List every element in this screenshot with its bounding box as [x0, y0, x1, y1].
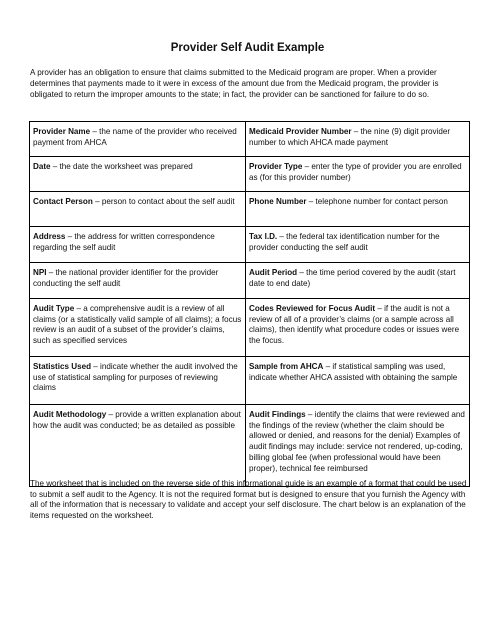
definition-desc: – the address for written correspondence regarding the self audit [33, 232, 215, 252]
definition-desc: – if statistical sampling was used, indicate whether AHCA assisted with obtaining the sample [249, 362, 458, 382]
definition-cell [246, 299, 470, 357]
definition-cell [30, 405, 246, 487]
definition-desc: – enter the type of provider you are enrolled as (for this provider number) [249, 162, 462, 182]
table-row [30, 299, 470, 357]
definition-cell [30, 122, 246, 157]
definition-term: NPI [33, 268, 47, 277]
definition-desc: – telephone number for contact person [306, 197, 448, 206]
page-title: Provider Self Audit Example [170, 42, 325, 54]
definition-desc: – the name of the provider who received payment from AHCA [33, 127, 237, 147]
definition-cell [246, 157, 470, 192]
definition-term: Provider Name [33, 127, 91, 136]
table-row [30, 192, 470, 227]
definition-desc: – provide a written explanation about how the audit was conducted; be as detailed as possible [33, 410, 241, 430]
definition-desc: – if the audit is not a review of all of a provider’s claims (or a sample across all claims), then identify what procedure codes or issues were the focus. [249, 304, 460, 346]
definition-cell [246, 263, 470, 299]
definition-cell [30, 227, 246, 263]
definition-term: Sample from AHCA [249, 362, 324, 371]
definition-term: Date [33, 162, 51, 171]
definition-cell [246, 357, 470, 405]
definition-desc: – the time period covered by the audit (start date to end date) [249, 268, 456, 288]
definition-desc: – person to contact about the self audit [92, 197, 235, 206]
definition-term: Codes Reviewed for Focus Audit [249, 304, 376, 313]
table-row [30, 122, 470, 157]
definition-desc: – the date the worksheet was prepared [50, 162, 193, 171]
definition-cell [246, 405, 470, 487]
definition-term: Tax I.D. [249, 232, 278, 241]
definition-term: Phone Number [249, 197, 307, 206]
definition-cell [246, 192, 470, 227]
definition-term: Audit Methodology [33, 410, 107, 419]
definition-term: Provider Type [249, 162, 303, 171]
table-row [30, 157, 470, 192]
definition-cell [30, 192, 246, 227]
definition-desc: – identify the claims that were reviewed and the findings of the review (whether the claim should be allowed or denied, and reasons for the denial) Examples of audit findings may include: service not rendered, up-coding, billing global fee (when professional would have been proper), technical fee reimbursed [249, 410, 465, 473]
definition-cell [30, 299, 246, 357]
definition-desc: – indicate whether the audit involved the use of statistical sampling for purposes of reviewing claims [33, 362, 238, 393]
table-row [30, 405, 470, 487]
definition-term: Audit Findings [249, 410, 306, 419]
definition-desc: – the federal tax identification number for the provider conducting the self audit [249, 232, 440, 252]
definition-desc: – the nine (9) digit provider number to which AHCA made payment [249, 127, 451, 147]
definition-term: Audit Period [249, 268, 298, 277]
definition-desc: – the national provider identifier for the provider conducting the self audit [33, 268, 219, 288]
definition-cell [246, 227, 470, 263]
definition-term: Statistics Used [33, 362, 92, 371]
definition-term: Audit Type [33, 304, 75, 313]
definitions-table [29, 121, 470, 487]
definition-cell [30, 357, 246, 405]
definition-cell [30, 263, 246, 299]
definition-cell [30, 157, 246, 192]
definition-desc: – a comprehensive audit is a review of all claims (or a statistically valid sample of all claims); a focus review is an audit of a subset of the provider’s claims, such as specified services [33, 304, 242, 346]
definition-term: Address [33, 232, 66, 241]
closing-paragraph: The worksheet that is included on the reverse side of this informational guide is an example of a format that could be used to submit a self audit to the Agency. It is not the required format but is designed to ensure that you furnish the Agency with all of the information that is necessary to validate and accept your self disclosure. The chart below is an explanation of the items requested on the worksheet. [30, 479, 467, 521]
table-row [30, 227, 470, 263]
table-row [30, 357, 470, 405]
intro-paragraph: A provider has an obligation to ensure that claims submitted to the Medicaid program are proper. When a provider determines that payments made to it were in excess of the amount due from the Medicaid program, the provider is obligated to return the improper amounts to the state; in fact, the provider can be sanctioned for failure to do so. [30, 68, 439, 99]
definition-term: Contact Person [33, 197, 93, 206]
table-row [30, 263, 470, 299]
definition-cell [246, 122, 470, 157]
definition-term: Medicaid Provider Number [249, 127, 352, 136]
